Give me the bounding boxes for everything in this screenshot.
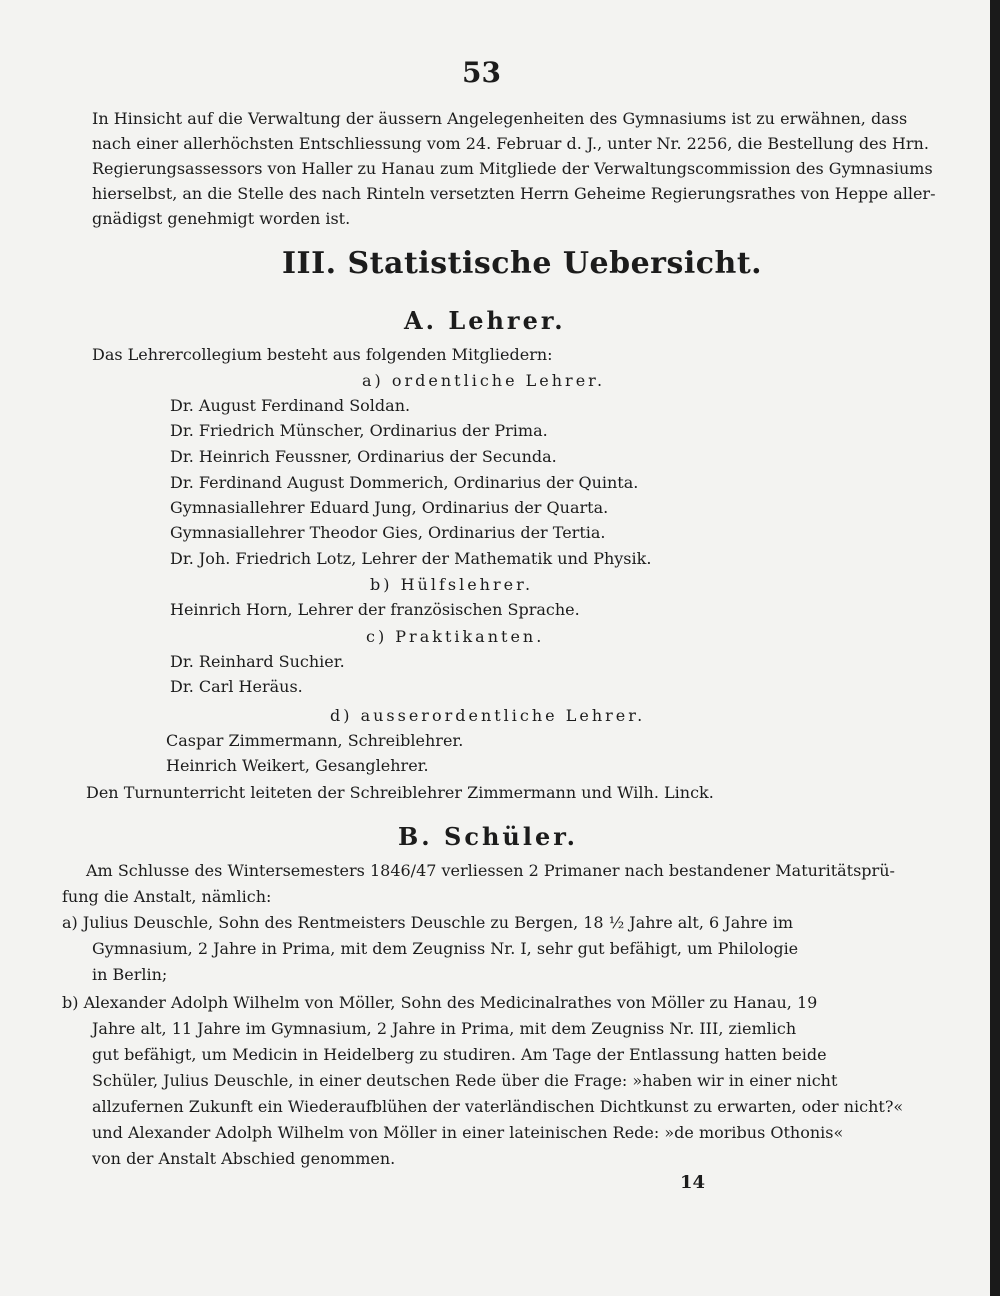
scan-edge [990, 0, 1000, 1296]
intro-line: nach einer allerhöchsten Entschliessung vom 24. Februar d. J., unter Nr. 2256, die Bestellung des Hrn. [92, 134, 929, 153]
section-title: III. Statistische Uebersicht. [282, 246, 763, 281]
intro-line: Regierungsassessors von Haller zu Hanau zum Mitgliede der Verwaltungscommission des Gymnasiums [92, 159, 933, 178]
teacher-entry: Dr. Heinrich Feussner, Ordinarius der Secunda. [170, 447, 557, 466]
turnunterricht-line: Den Turnunterricht leiteten der Schreiblehrer Zimmermann und Wilh. Linck. [86, 783, 714, 802]
schueler-intro-line: Am Schlusse des Wintersemesters 1846/47 verliessen 2 Primaner nach bestandener Maturitätsprü- [86, 861, 895, 880]
graduate-b-line: und Alexander Adolph Wilhelm von Möller in einer lateinischen Rede: »de moribus Othonis« [92, 1123, 844, 1142]
teacher-entry: Dr. Joh. Friedrich Lotz, Lehrer der Mathematik und Physik. [170, 549, 652, 568]
teacher-entry: Dr. Ferdinand August Dommerich, Ordinarius der Quinta. [170, 473, 639, 492]
huelfslehrer-heading: b) Hülfslehrer. [370, 575, 534, 594]
graduate-a-line: in Berlin; [92, 965, 168, 984]
ordentliche-heading: a) ordentliche Lehrer. [362, 371, 606, 390]
ausserordentliche-heading: d) ausserordentliche Lehrer. [330, 706, 646, 725]
lehrer-intro: Das Lehrercollegium besteht aus folgenden Mitgliedern: [92, 345, 553, 364]
teacher-entry: Gymnasiallehrer Eduard Jung, Ordinarius der Quarta. [170, 498, 609, 517]
graduate-a-line: a) Julius Deuschle, Sohn des Rentmeisters Deuschle zu Bergen, 18 ½ Jahre alt, 6 Jahre im [62, 913, 794, 932]
graduate-a-line: Gymnasium, 2 Jahre in Prima, mit dem Zeugniss Nr. I, sehr gut befähigt, um Philologie [92, 939, 799, 958]
intro-line: hierselbst, an die Stelle des nach Rinteln versetzten Herrn Geheime Regierungsrathes von Heppe aller- [92, 184, 936, 203]
teacher-entry: Heinrich Weikert, Gesanglehrer. [166, 756, 429, 775]
lehrer-heading: A. Lehrer. [404, 306, 566, 335]
intro-line: gnädigst genehmigt worden ist. [92, 209, 351, 228]
graduate-b-line: von der Anstalt Abschied genommen. [92, 1149, 396, 1168]
teacher-entry: Dr. Reinhard Suchier. [170, 652, 345, 671]
teacher-entry: Dr. August Ferdinand Soldan. [170, 396, 411, 415]
teacher-entry: Dr. Friedrich Münscher, Ordinarius der Prima. [170, 421, 548, 440]
graduate-b-line: Schüler, Julius Deuschle, in einer deutschen Rede über die Frage: »haben wir in einer nicht [92, 1071, 838, 1090]
page-number: 53 [462, 56, 501, 89]
intro-line: In Hinsicht auf die Verwaltung der äussern Angelegenheiten des Gymnasiums ist zu erwähnen, dass [92, 109, 908, 128]
teacher-entry: Caspar Zimmermann, Schreiblehrer. [166, 731, 464, 750]
graduate-b-line: b) Alexander Adolph Wilhelm von Möller, Sohn des Medicinalrathes von Möller zu Hanau, 19 [62, 993, 818, 1012]
praktikanten-heading: c) Praktikanten. [366, 627, 545, 646]
graduate-b-line: gut befähigt, um Medicin in Heidelberg zu studiren. Am Tage der Entlassung hatten beide [92, 1045, 827, 1064]
graduate-b-line: allzufernen Zukunft ein Wiederaufblühen der vaterländischen Dichtkunst zu erwarten, oder nicht?« [92, 1097, 904, 1116]
graduate-b-line: Jahre alt, 11 Jahre im Gymnasium, 2 Jahre in Prima, mit dem Zeugniss Nr. III, ziemlich [92, 1019, 797, 1038]
teacher-entry: Dr. Carl Heräus. [170, 677, 303, 696]
schueler-intro-line: fung die Anstalt, nämlich: [62, 887, 272, 906]
teacher-entry: Gymnasiallehrer Theodor Gies, Ordinarius der Tertia. [170, 523, 606, 542]
signature-mark: 14 [680, 1172, 706, 1193]
schueler-heading: B. Schüler. [398, 822, 579, 851]
teacher-entry: Heinrich Horn, Lehrer der französischen Sprache. [170, 600, 580, 619]
